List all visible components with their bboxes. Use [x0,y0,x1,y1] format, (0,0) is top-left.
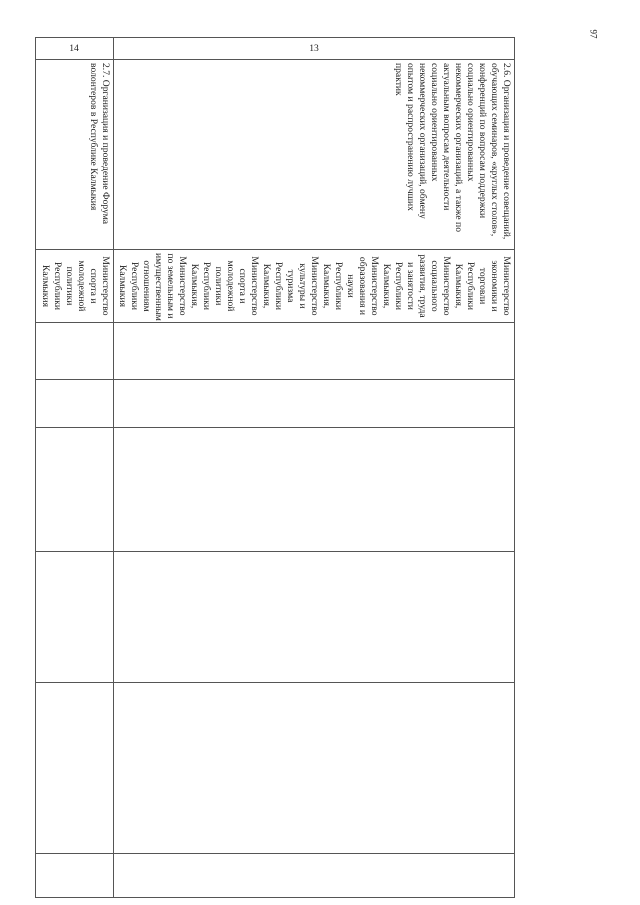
empty-cell [36,428,114,552]
empty-cell [36,683,114,854]
page-number-text: 97 [588,29,598,39]
event-text: 2.6. Организация и проведение совещаний, обучающих семинаров, «круглых столов», конференций по вопросам поддержки социально ориентированных некоммерческих организаций, а также по актуальным вопросам деятельности социально ориентированных некоммерческих организаций, обмену опытом и распространению лучших практик [393,63,512,240]
empty-cell [114,683,515,854]
row-number-cell [114,38,515,60]
executor-cell [36,250,114,323]
empty-cell [36,854,114,898]
empty-cell [36,380,114,428]
row-number: 13 [309,42,319,54]
row-number-cell [36,38,114,60]
empty-cell [114,552,515,683]
program-table [35,37,515,898]
empty-cell [114,380,515,428]
event-text: 2.7. Организация и проведение Форума волонтеров в Республике Калмыкия [88,63,111,225]
row-number: 14 [69,42,80,54]
executor-text: Министерство спорта и молодежной политики Республики Калмыкия [40,256,111,316]
empty-cell [36,323,114,380]
empty-cell [114,323,515,380]
table-row [36,38,114,898]
table-row [114,38,515,898]
event-cell [114,60,515,250]
empty-cell [36,552,114,683]
event-cell [36,60,114,250]
empty-cell [114,854,515,898]
executor-text: Министерство экономики и торговли Республики Калмыкия, Министерство социального развития, труда и занятости Республики Калмыкия, Министерство образования и науки Республики Калмыкия, Министерство культуры и туризма Республики Калмыкия, Министерство спорта и молодежной политики Республики Калмыкия, Министерство по земельным и имущественным отношениям Республики Калмыкия [117,253,512,321]
executor-cell [114,250,515,323]
rotated-table-container [40,37,515,897]
empty-cell [114,428,515,552]
